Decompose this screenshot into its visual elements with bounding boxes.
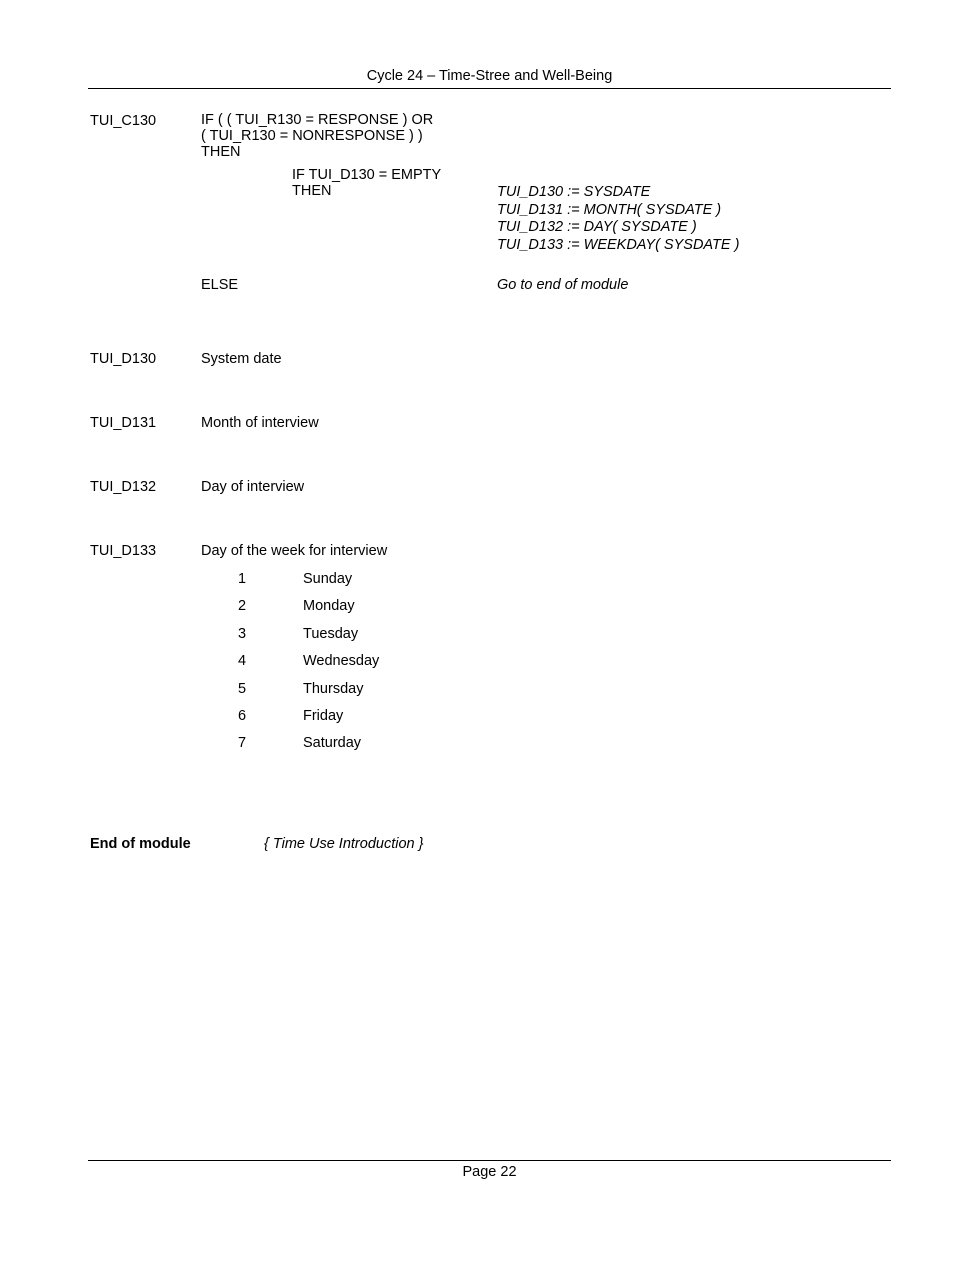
page-number: Page 22 bbox=[462, 1164, 517, 1180]
weekday-number: 7 bbox=[238, 735, 247, 751]
weekday-number: 4 bbox=[238, 653, 247, 669]
assignment-d130: TUI_D130 := SYSDATE bbox=[497, 184, 651, 200]
c130-inner-if: IF TUI_D130 = EMPTY bbox=[292, 167, 442, 183]
c130-code: TUI_C130 bbox=[90, 113, 157, 129]
variable-label-d133: Day of the week for interview bbox=[201, 543, 388, 559]
c130-condition-line2: ( TUI_R130 = NONRESPONSE ) ) bbox=[201, 128, 423, 144]
weekday-name: Saturday bbox=[303, 735, 362, 751]
weekday-number: 5 bbox=[238, 681, 247, 697]
footer-divider bbox=[88, 1160, 891, 1161]
weekday-name: Wednesday bbox=[303, 653, 380, 669]
variable-code-d133: TUI_D133 bbox=[90, 543, 157, 559]
c130-then: THEN bbox=[201, 144, 241, 160]
assignment-d133: TUI_D133 := WEEKDAY( SYSDATE ) bbox=[497, 237, 740, 253]
weekday-number: 6 bbox=[238, 708, 247, 724]
header-divider bbox=[88, 88, 891, 89]
weekday-name: Monday bbox=[303, 598, 355, 614]
page-header-title: Cycle 24 – Time-Stree and Well-Being bbox=[366, 68, 613, 84]
assignment-d132: TUI_D132 := DAY( SYSDATE ) bbox=[497, 219, 697, 235]
c130-inner-then: THEN bbox=[292, 183, 332, 199]
weekday-number: 3 bbox=[238, 626, 247, 642]
weekday-number: 2 bbox=[238, 598, 247, 614]
variable-label-d132: Day of interview bbox=[201, 479, 305, 495]
c130-condition-line1: IF ( ( TUI_R130 = RESPONSE ) OR bbox=[201, 112, 434, 128]
variable-code-d132: TUI_D132 bbox=[90, 479, 157, 495]
end-of-module-label: End of module bbox=[90, 836, 191, 852]
weekday-name: Tuesday bbox=[303, 626, 359, 642]
c130-else-action: Go to end of module bbox=[497, 277, 629, 293]
variable-label-d131: Month of interview bbox=[201, 415, 319, 431]
variable-code-d130: TUI_D130 bbox=[90, 351, 157, 367]
weekday-number: 1 bbox=[238, 571, 247, 587]
weekday-name: Friday bbox=[303, 708, 344, 724]
weekday-name: Sunday bbox=[303, 571, 353, 587]
assignment-d131: TUI_D131 := MONTH( SYSDATE ) bbox=[497, 202, 722, 218]
weekday-name: Thursday bbox=[303, 681, 364, 697]
variable-label-d130: System date bbox=[201, 351, 282, 367]
c130-else: ELSE bbox=[201, 277, 239, 293]
end-of-module-note: { Time Use Introduction } bbox=[264, 836, 424, 852]
variable-code-d131: TUI_D131 bbox=[90, 415, 157, 431]
